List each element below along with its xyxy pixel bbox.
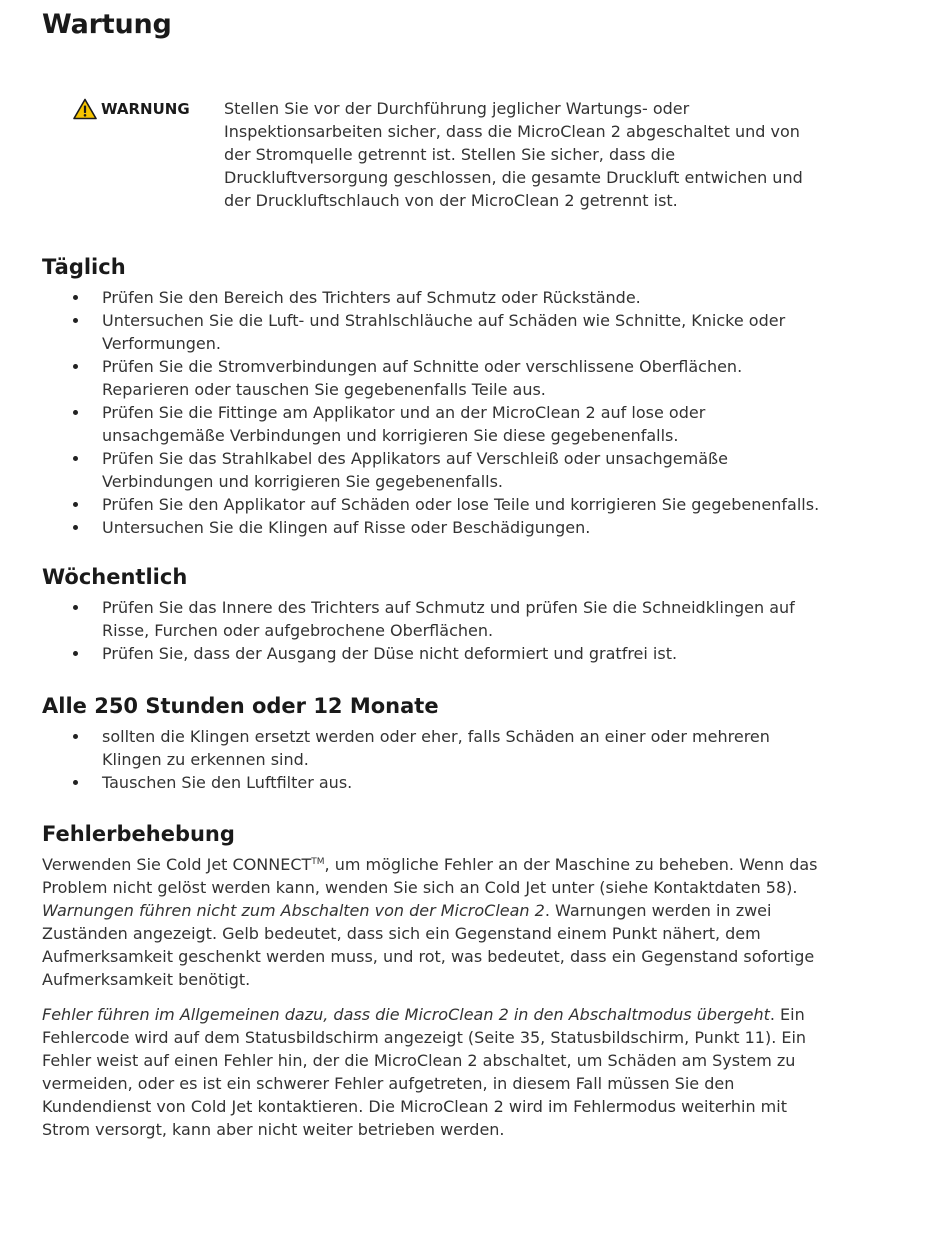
list-item: Tauschen Sie den Luftfilter aus.	[42, 771, 832, 794]
list-item: Prüfen Sie den Applikator auf Schäden oder lose Teile und korrigieren Sie gegebenenfalls.	[42, 493, 832, 516]
list-item: Prüfen Sie das Innere des Trichters auf Schmutz und prüfen Sie die Schneidklingen auf Risse, Furchen oder aufgebrochene Oberflächen.	[42, 596, 832, 642]
list-item: sollten die Klingen ersetzt werden oder eher, falls Schäden an einer oder mehreren Klingen zu erkennen sind.	[42, 725, 832, 771]
section-heading-periodic: Alle 250 Stunden oder 12 Monate	[42, 694, 439, 718]
list-item: Untersuchen Sie die Luft- und Strahlschläuche auf Schäden wie Schnitte, Knicke oder Verformungen.	[42, 309, 832, 355]
troubleshooting-paragraph-1	[42, 853, 832, 991]
text-run: , um mögliche Fehler an der Maschine zu beheben. Wenn das Problem nicht gelöst werden kann, wenden Sie sich an Cold Jet unter (siehe Kontaktdaten 58).	[42, 855, 818, 897]
list-item: Prüfen Sie die Stromverbindungen auf Schnitte oder verschlissene Oberflächen. Reparieren oder tauschen Sie gegebenenfalls Teile aus.	[42, 355, 832, 401]
section-heading-troubleshooting: Fehlerbehebung	[42, 822, 235, 846]
section-heading-weekly: Wöchentlich	[42, 565, 188, 589]
list-item: Prüfen Sie die Fittinge am Applikator und an der MicroClean 2 auf lose oder unsachgemäße Verbindungen und korrigieren Sie diese gegebenenfalls.	[42, 401, 832, 447]
weekly-list	[42, 596, 832, 665]
trademark-mark: TM	[311, 857, 325, 867]
warning-text: Stellen Sie vor der Durchführung jeglicher Wartungs- oder Inspektionsarbeiten sicher, dass die MicroClean 2 abgeschaltet und von der Stromquelle getrennt ist. Stellen Sie sicher, dass die Druckluftversorgung geschlossen, die gesamte Druckluft entwichen und der Druckluftschlauch von der MicroClean 2 getrennt ist.	[224, 99, 803, 210]
list-item: Untersuchen Sie die Klingen auf Risse oder Beschädigungen.	[42, 516, 832, 539]
section-heading-daily: Täglich	[42, 255, 126, 279]
italic-note: Warnungen führen nicht zum Abschalten von der MicroClean 2	[42, 901, 545, 920]
list-item: Prüfen Sie, dass der Ausgang der Düse nicht deformiert und gratfrei ist.	[42, 642, 832, 665]
page-title: Wartung	[42, 9, 172, 40]
troubleshooting-paragraph-2	[42, 1003, 832, 1141]
text-run: . Warnungen werden in zwei Zuständen angezeigt. Gelb bedeutet, dass sich ein Gegenstand einem Punkt nähert, dem Aufmerksamkeit geschenkt werden muss, und rot, was bedeutet, dass ein Gegenstand sofortige Aufmerksamkeit benötigt.	[42, 901, 815, 989]
warning-label-group	[73, 98, 190, 120]
daily-list	[42, 286, 832, 539]
text-run: Verwenden Sie Cold Jet CONNECT	[42, 855, 312, 874]
list-item: Prüfen Sie den Bereich des Trichters auf Schmutz oder Rückstände.	[42, 286, 832, 309]
warning-triangle-icon	[73, 98, 97, 120]
list-item: Prüfen Sie das Strahlkabel des Applikators auf Verschleiß oder unsachgemäße Verbindungen und korrigieren Sie gegebenenfalls.	[42, 447, 832, 493]
warning-label: WARNUNG	[101, 100, 190, 118]
text-run: . Ein Fehlercode wird auf dem Statusbildschirm angezeigt (Seite 35, Statusbildschirm, Punkt 11). Ein Fehler weist auf einen Fehler hin, der die MicroClean 2 abschaltet, um Schäden am System zu vermeiden, oder es ist ein schwerer Fehler aufgetreten, in diesem Fall müssen Sie den Kundendienst von Cold Jet kontaktieren. Die MicroClean 2 wird im Fehlermodus weiterhin mit Strom versorgt, kann aber nicht weiter betrieben werden.	[42, 1005, 807, 1139]
periodic-list	[42, 725, 832, 794]
italic-note: Fehler führen im Allgemeinen dazu, dass die MicroClean 2 in den Abschaltmodus übergeht	[42, 1005, 770, 1024]
